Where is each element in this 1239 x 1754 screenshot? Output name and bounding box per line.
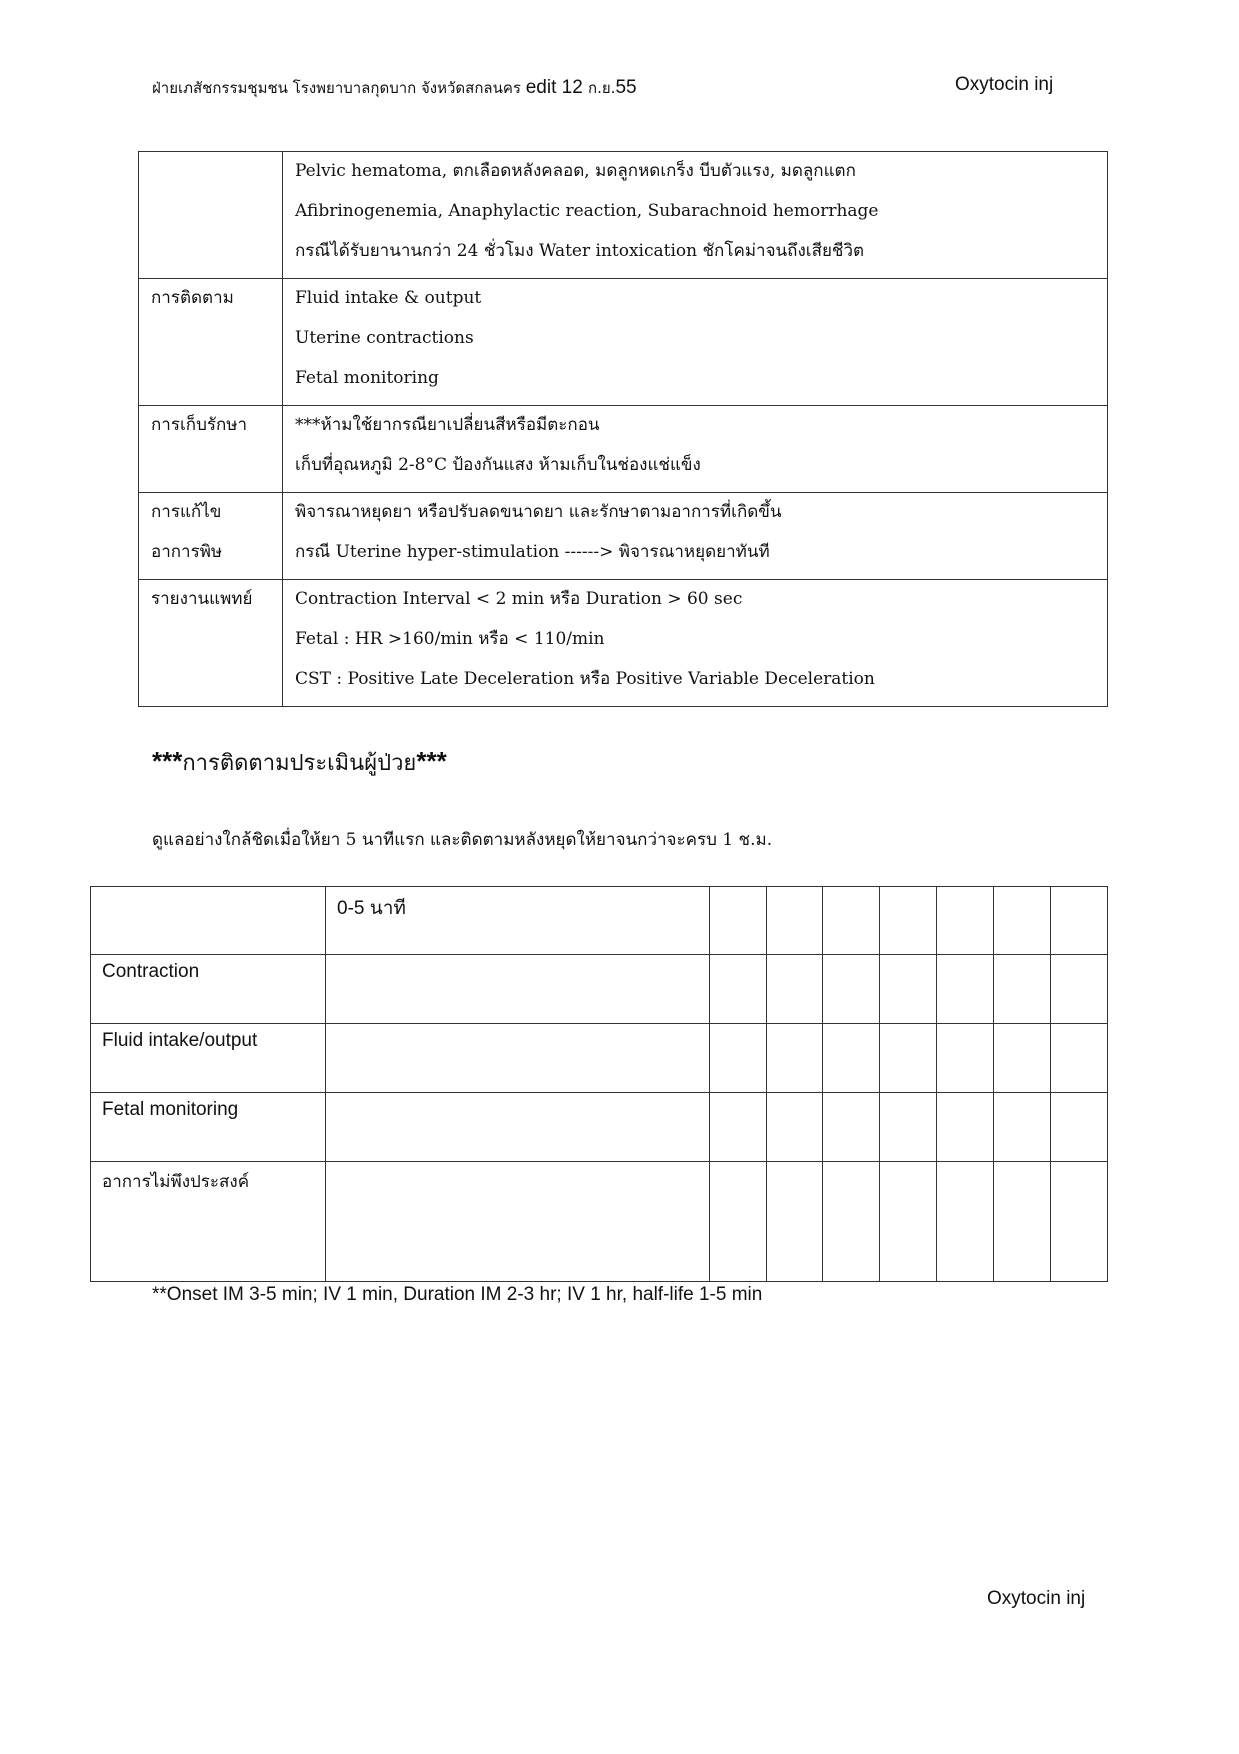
info-row-adverse	[139, 152, 1108, 279]
info-line: กรณีได้รับยานานกว่า 24 ชั่วโมง Water intoxication ชักโคม่าจนถึงเสียชีวิต	[295, 241, 865, 261]
info-content-cell	[283, 279, 1108, 406]
monitor-cell	[937, 1024, 994, 1093]
info-line: Contraction Interval < 2 min หรือ Duration > 60 sec	[295, 589, 743, 609]
monitor-row	[91, 955, 1108, 1024]
header-month: ก.ย.	[588, 79, 616, 97]
section-title	[152, 745, 447, 780]
info-content-cell	[283, 152, 1108, 279]
info-row-monitoring	[139, 279, 1108, 406]
info-line: เก็บที่อุณหภูมิ 2-8°C ป้องกันแสง ห้ามเก็บในช่องแช่แข็ง	[295, 455, 701, 475]
monitor-row-label: Fluid intake/output	[91, 1024, 326, 1093]
info-line: Fetal : HR >160/min หรือ < 110/min	[295, 629, 605, 649]
title-text: การติดตามประเมินผู้ป่วย	[182, 751, 417, 776]
info-label: รายงานแพทย์	[151, 589, 253, 609]
monitor-cell	[709, 955, 766, 1024]
info-line: Uterine contractions	[295, 328, 474, 348]
monitor-cell	[709, 1024, 766, 1093]
info-line: Pelvic hematoma, ตกเลือดหลังคลอด, มดลูกหดเกร็ง บีบตัวแรง, มดลูกแตก	[295, 161, 856, 181]
monitor-cell	[823, 955, 880, 1024]
info-label-cell	[139, 406, 283, 493]
info-row-report	[139, 580, 1108, 707]
info-line: Afibrinogenemia, Anaphylactic reaction, Subarachnoid hemorrhage	[295, 201, 879, 221]
info-row-storage	[139, 406, 1108, 493]
monitor-cell	[766, 1093, 823, 1162]
info-line: Fluid intake & output	[295, 288, 482, 308]
title-stars-right: ***	[416, 746, 447, 776]
monitor-cell	[994, 1162, 1051, 1282]
info-label-cell	[139, 152, 283, 279]
monitor-cell	[1051, 955, 1108, 1024]
monitor-cell	[1051, 887, 1108, 955]
title-stars-left: ***	[152, 746, 183, 776]
monitor-cell	[709, 1162, 766, 1282]
monitor-cell	[994, 887, 1051, 955]
monitor-cell	[880, 1093, 937, 1162]
drug-info-table	[138, 151, 1108, 707]
monitor-cell	[937, 955, 994, 1024]
info-content-cell	[283, 493, 1108, 580]
monitor-cell	[766, 1162, 823, 1282]
monitoring-table	[90, 886, 1108, 1282]
monitor-row-label: Fetal monitoring	[91, 1093, 326, 1162]
info-line: CST : Positive Late Deceleration หรือ Positive Variable Deceleration	[295, 669, 875, 689]
info-label: การแก้ไข	[151, 502, 222, 522]
monitor-cell	[823, 1162, 880, 1282]
info-content-cell	[283, 406, 1108, 493]
info-label-cell	[139, 580, 283, 707]
section-subtitle: ดูแลอย่างใกล้ชิดเมื่อให้ยา 5 นาทีแรก และติดตามหลังหยุดให้ยาจนกว่าจะครบ 1 ช.ม.	[152, 830, 773, 850]
monitor-cell	[326, 1162, 710, 1282]
monitor-row	[91, 1024, 1108, 1093]
monitor-header-time	[326, 887, 710, 955]
monitor-cell	[326, 1093, 710, 1162]
header-org-name: ฝ่ายเภสัชกรรมชุมชน โรงพยาบาลกุดบาก จังหวัดสกลนคร	[152, 79, 526, 97]
info-line: กรณี Uterine hyper-stimulation ------> พิจารณาหยุดยาทันที	[295, 542, 770, 562]
monitor-cell	[326, 955, 710, 1024]
monitor-cell	[1051, 1024, 1108, 1093]
monitor-cell	[766, 955, 823, 1024]
footer-drug-name: Oxytocin inj	[987, 1588, 1086, 1609]
header-drug-name: Oxytocin inj	[955, 74, 1054, 95]
monitor-cell	[709, 1093, 766, 1162]
monitor-cell	[1051, 1093, 1108, 1162]
monitor-cell	[994, 955, 1051, 1024]
info-content-cell	[283, 580, 1108, 707]
monitor-cell	[766, 887, 823, 955]
monitor-cell	[823, 1024, 880, 1093]
info-label-cell	[139, 493, 283, 580]
monitor-row	[91, 1162, 1108, 1282]
monitor-cell	[880, 955, 937, 1024]
monitor-cell	[994, 1024, 1051, 1093]
header-organization	[152, 76, 637, 100]
time-label: 0-5 นาที	[337, 898, 406, 919]
monitor-row-label: Contraction	[91, 955, 326, 1024]
monitor-cell	[937, 1093, 994, 1162]
header-edit: edit 12	[525, 77, 589, 98]
monitor-row	[91, 1093, 1108, 1162]
monitor-cell	[937, 887, 994, 955]
monitor-cell	[937, 1162, 994, 1282]
monitor-cell	[709, 887, 766, 955]
monitor-cell	[823, 887, 880, 955]
monitor-cell	[994, 1093, 1051, 1162]
monitor-cell	[880, 887, 937, 955]
info-line: พิจารณาหยุดยา หรือปรับลดขนาดยา และรักษาตามอาการที่เกิดขึ้น	[295, 502, 782, 522]
info-label: การเก็บรักษา	[151, 415, 248, 435]
monitor-cell	[880, 1162, 937, 1282]
info-line: Fetal monitoring	[295, 368, 439, 388]
monitor-cell	[91, 887, 326, 955]
info-label: การติดตาม	[151, 288, 234, 308]
monitor-cell	[766, 1024, 823, 1093]
info-label: อาการพิษ	[151, 542, 223, 562]
monitor-cell	[1051, 1162, 1108, 1282]
monitor-header-row	[91, 887, 1108, 955]
monitor-row-label: อาการไม่พึงประสงค์	[91, 1162, 326, 1282]
monitor-cell	[880, 1024, 937, 1093]
monitor-cell	[823, 1093, 880, 1162]
info-label-cell	[139, 279, 283, 406]
info-line: ***ห้ามใช้ยากรณียาเปลี่ยนสีหรือมีตะกอน	[295, 415, 600, 435]
monitor-cell	[326, 1024, 710, 1093]
info-row-toxicity	[139, 493, 1108, 580]
pharmacokinetics-note: **Onset IM 3-5 min; IV 1 min, Duration IM 2-3 hr; IV 1 hr, half-life 1-5 min	[152, 1284, 763, 1305]
header-year: 55	[615, 77, 637, 98]
